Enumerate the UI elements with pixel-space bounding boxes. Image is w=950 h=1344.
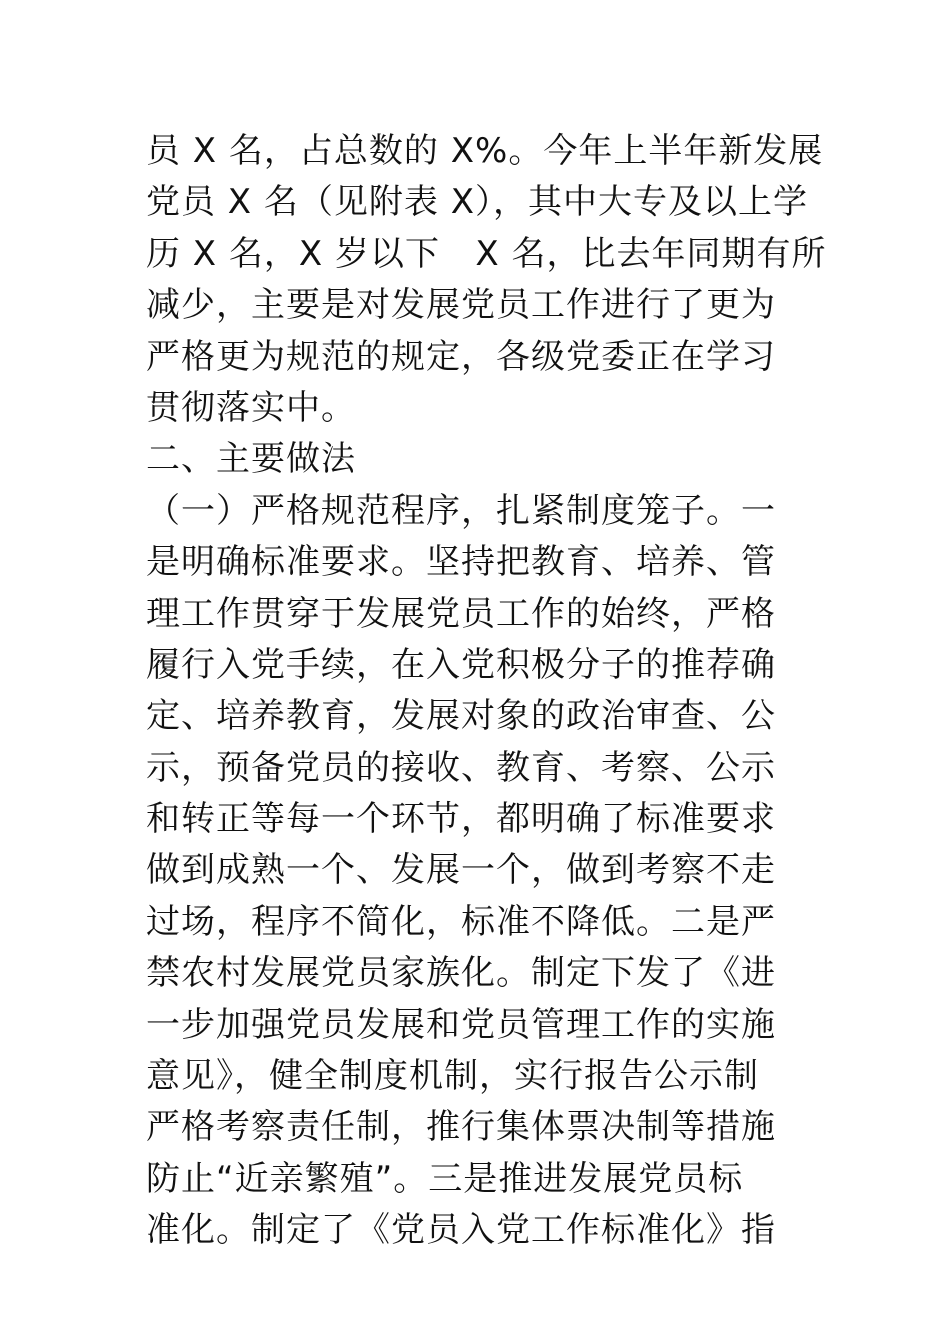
text-line: 党员 X 名（见附表 X），其中大专及以上学: [146, 182, 809, 223]
text-line: 一步加强党员发展和党员管理工作的实施: [146, 1004, 776, 1045]
text-line: 示，预备党员的接收、教育、考察、公示: [146, 747, 776, 788]
text-line: 做到成熟一个、发展一个，做到考察不走: [146, 850, 776, 891]
text-line: 和转正等每一个环节，都明确了标准要求: [146, 799, 776, 840]
section-heading: 二、主要做法: [146, 439, 356, 480]
text-line: 过场，程序不简化，标准不降低。二是严: [146, 901, 776, 942]
text-line: 严格更为规范的规定，各级党委正在学习: [146, 336, 776, 377]
text-line: 防止“近亲繁殖”。三是推进发展党员标: [146, 1158, 744, 1199]
body-text: [146, 126, 827, 1257]
text-line: 准化。制定了《党员入党工作标准化》指: [146, 1210, 776, 1251]
text-line: 员 X 名，占总数的 X%。今年上半年新发展: [146, 131, 824, 171]
text-line: 减少，主要是对发展党员工作进行了更为: [146, 285, 776, 326]
text-line: 严格考察责任制，推行集体票决制等措施: [146, 1107, 776, 1148]
text-line: 历 X 名，X 岁以下 X 名，比去年同期有所: [146, 233, 827, 274]
text-line: （一）严格规范程序，扎紧制度笼子。一: [146, 490, 776, 531]
text-line: 贯彻落实中。: [146, 387, 356, 428]
text-line: 禁农村发展党员家族化。制定下发了《进: [146, 953, 776, 994]
text-line: 定、培养教育，发展对象的政治审查、公: [146, 696, 776, 737]
text-line: 意见》，健全制度机制，实行报告公示制: [146, 1056, 759, 1097]
text-line: 是明确标准要求。坚持把教育、培养、管: [146, 542, 776, 583]
text-line: 理工作贯穿于发展党员工作的始终，严格: [146, 593, 776, 634]
text-line: 履行入党手续，在入党积极分子的推荐确: [146, 644, 776, 685]
